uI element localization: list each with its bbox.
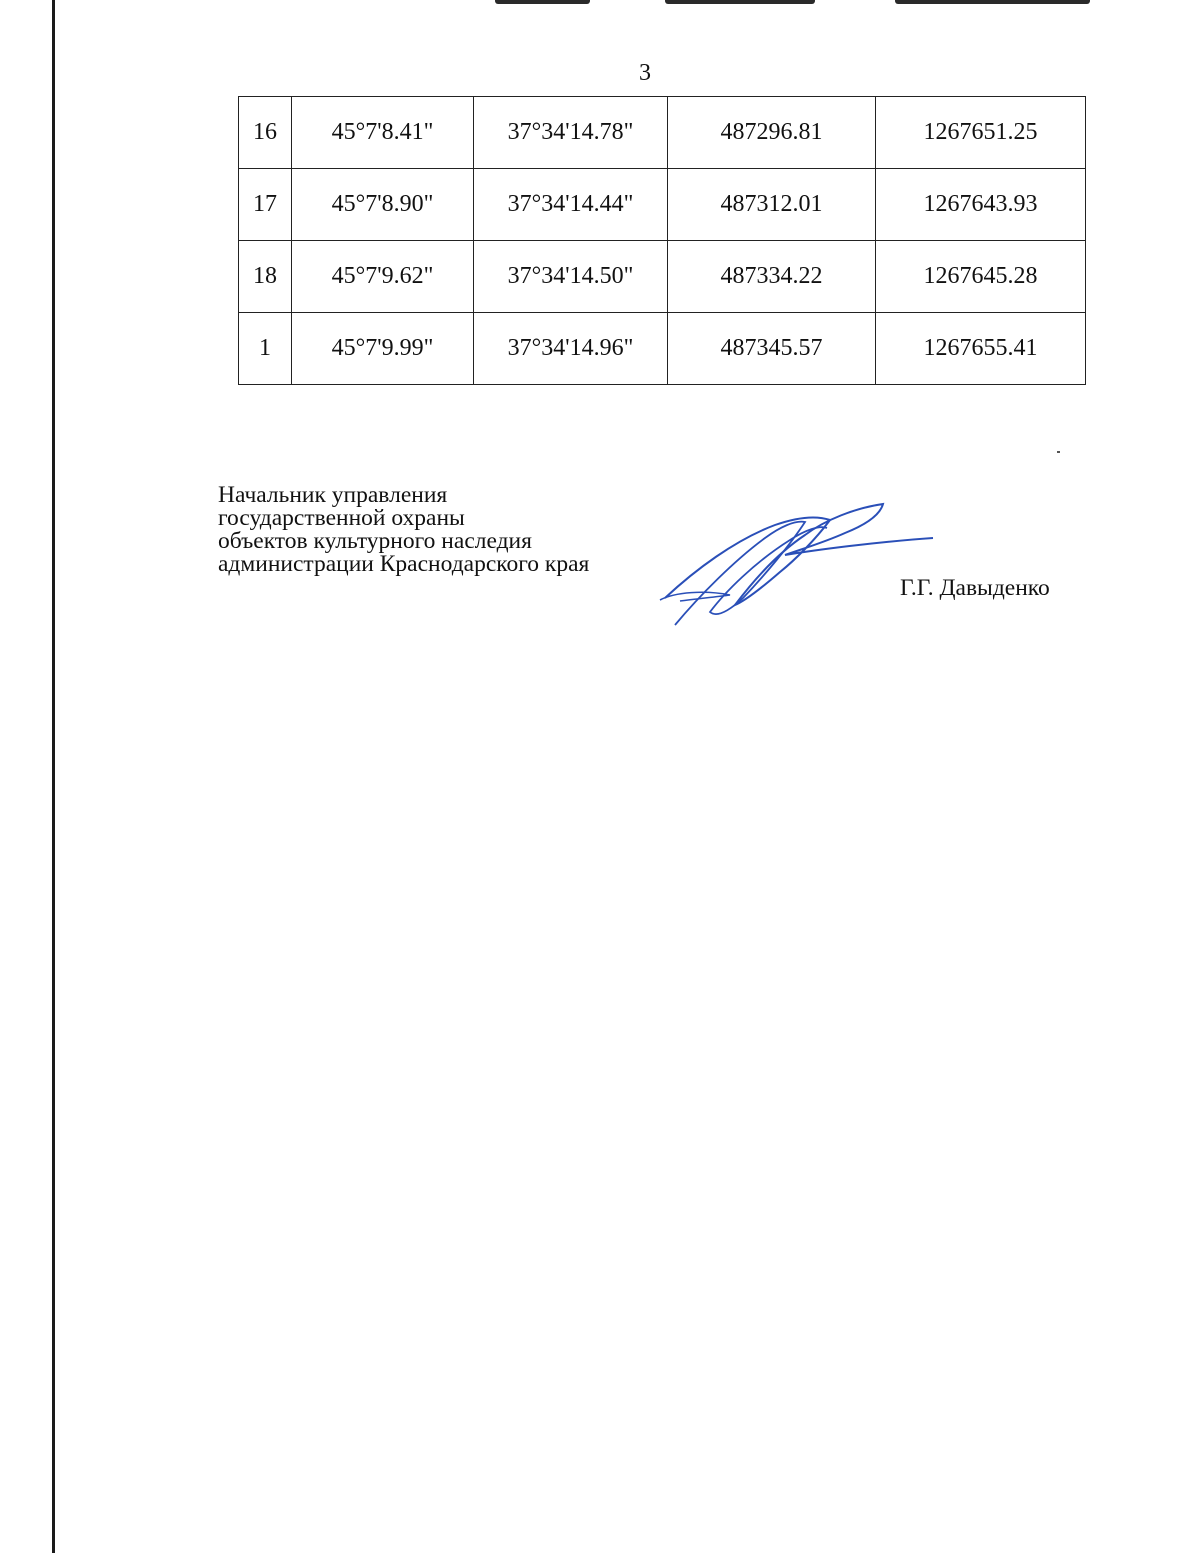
longitude-cell: 37°34'14.50" xyxy=(474,241,668,313)
scan-border-left xyxy=(52,0,55,1553)
coordinates-table xyxy=(238,96,1086,385)
page-number: 3 xyxy=(639,60,651,86)
x-coordinate-cell: 487296.81 xyxy=(668,97,876,169)
point-number-cell: 17 xyxy=(239,169,292,241)
point-number-cell: 18 xyxy=(239,241,292,313)
handwritten-signature xyxy=(655,500,935,630)
table-row xyxy=(239,313,1086,385)
position-line: Начальник управления xyxy=(218,482,448,508)
y-coordinate-cell: 1267655.41 xyxy=(876,313,1086,385)
position-line: государственной охраны xyxy=(218,505,465,531)
signatory-position xyxy=(218,484,589,576)
y-coordinate-cell: 1267645.28 xyxy=(876,241,1086,313)
latitude-cell: 45°7'8.90" xyxy=(292,169,474,241)
table-row xyxy=(239,97,1086,169)
position-line: администрации Краснодарского края xyxy=(218,551,590,577)
point-number-cell: 1 xyxy=(239,313,292,385)
position-line: объектов культурного наследия xyxy=(218,528,532,554)
signature-stroke xyxy=(665,504,933,605)
x-coordinate-cell: 487312.01 xyxy=(668,169,876,241)
point-number-cell: 16 xyxy=(239,97,292,169)
signatory-name: Г.Г. Давыденко xyxy=(900,575,1050,601)
y-coordinate-cell: 1267651.25 xyxy=(876,97,1086,169)
table-row xyxy=(239,169,1086,241)
y-coordinate-cell: 1267643.93 xyxy=(876,169,1086,241)
scan-border-top xyxy=(495,0,1090,6)
x-coordinate-cell: 487345.57 xyxy=(668,313,876,385)
longitude-cell: 37°34'14.44" xyxy=(474,169,668,241)
x-coordinate-cell: 487334.22 xyxy=(668,241,876,313)
signature-stroke xyxy=(675,522,827,625)
scan-speck xyxy=(1057,451,1060,453)
latitude-cell: 45°7'8.41" xyxy=(292,97,474,169)
latitude-cell: 45°7'9.99" xyxy=(292,313,474,385)
longitude-cell: 37°34'14.96" xyxy=(474,313,668,385)
longitude-cell: 37°34'14.78" xyxy=(474,97,668,169)
latitude-cell: 45°7'9.62" xyxy=(292,241,474,313)
table-row xyxy=(239,241,1086,313)
